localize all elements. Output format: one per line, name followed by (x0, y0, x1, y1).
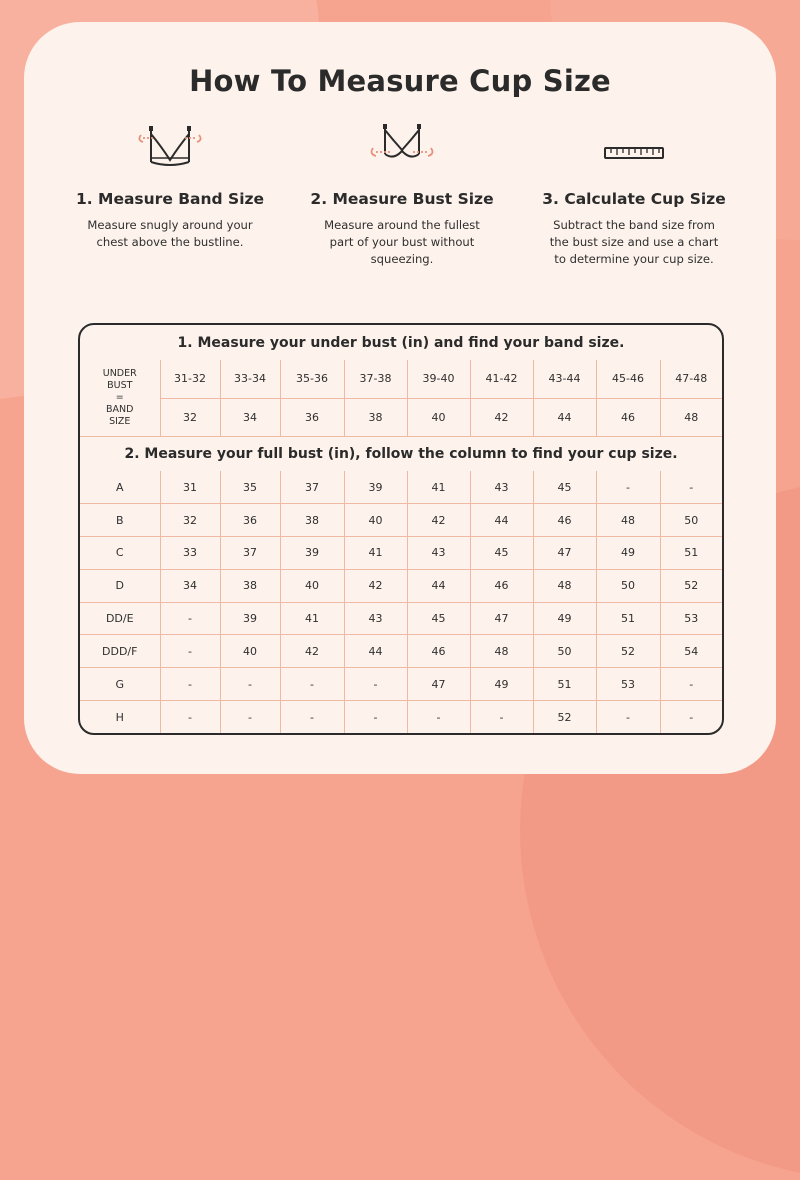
bust-size-cell: 49 (533, 602, 596, 635)
bust-size-cell: - (220, 668, 280, 701)
cup-label-cell: DDD/F (80, 635, 160, 668)
ruler-icon (524, 122, 744, 178)
bust-size-cell: 37 (280, 471, 344, 504)
bust-size-cell: 44 (470, 504, 533, 537)
step-description: Measure around the fullest part of your bust without squeezing. (324, 218, 480, 266)
table-row (80, 471, 722, 504)
bust-size-cell: 50 (660, 504, 722, 537)
cup-label-cell: D (80, 569, 160, 602)
bust-size-cell: 41 (280, 602, 344, 635)
bust-size-cell: 48 (533, 569, 596, 602)
bust-size-cell: - (344, 701, 407, 734)
bust-size-cell: - (280, 668, 344, 701)
under-bust-cell: 31-32 (160, 360, 220, 398)
bust-size-cell: - (407, 701, 470, 734)
bust-size-cell: 47 (533, 537, 596, 570)
bust-size-cell: - (660, 668, 722, 701)
table-row (80, 537, 722, 570)
bust-size-cell: 47 (470, 602, 533, 635)
bust-size-cell: 38 (280, 504, 344, 537)
band-size-cell: 40 (407, 398, 470, 436)
bust-size-cell: 36 (220, 504, 280, 537)
bust-size-cell: - (160, 701, 220, 734)
bust-size-cell: 45 (407, 602, 470, 635)
band-size-cell: 44 (533, 398, 596, 436)
band-size-table (80, 360, 722, 437)
bust-size-cell: - (280, 701, 344, 734)
bust-size-cell: 49 (470, 668, 533, 701)
under-bust-cell: 45-46 (596, 360, 660, 398)
step-title: 1. Measure Band Size (75, 190, 265, 208)
bust-size-cell: - (596, 701, 660, 734)
page-title: How To Measure Cup Size (189, 64, 611, 98)
step-measure-bust (292, 122, 512, 268)
step-calculate-cup (524, 122, 744, 268)
bust-size-cell: 42 (407, 504, 470, 537)
band-size-cell: 32 (160, 398, 220, 436)
band-size-row (80, 398, 722, 436)
bust-size-cell: 53 (660, 602, 722, 635)
bust-size-cell: - (344, 668, 407, 701)
bust-size-cell: 42 (280, 635, 344, 668)
bust-size-cell: 35 (220, 471, 280, 504)
bust-size-cell: 43 (407, 537, 470, 570)
under-bust-cell: 47-48 (660, 360, 722, 398)
table-row (80, 701, 722, 734)
step-title: 2. Measure Bust Size (310, 190, 494, 208)
bust-size-cell: 46 (533, 504, 596, 537)
under-bust-cell: 35-36 (280, 360, 344, 398)
bust-size-cell: 48 (470, 635, 533, 668)
bust-size-cell: 52 (660, 569, 722, 602)
bust-size-cell: 39 (344, 471, 407, 504)
step-title: 3. Calculate Cup Size (542, 190, 726, 208)
table-row (80, 569, 722, 602)
bust-size-cell: 40 (344, 504, 407, 537)
cup-label-cell: G (80, 668, 160, 701)
band-section-title: 1. Measure your under bust (in) and find your band size. (177, 335, 625, 351)
bust-size-cell: 45 (470, 537, 533, 570)
table-row (80, 635, 722, 668)
cup-label-cell: C (80, 537, 160, 570)
step-description: Subtract the band size from the bust size and use a chart to determine your cup size. (549, 218, 719, 266)
bust-size-cell: 40 (220, 635, 280, 668)
bra-band-measure-icon (60, 122, 280, 178)
bust-size-cell: 52 (596, 635, 660, 668)
under-bust-row (80, 360, 722, 398)
bust-size-cell: 54 (660, 635, 722, 668)
bust-size-cell: 45 (533, 471, 596, 504)
cup-label-cell: A (80, 471, 160, 504)
size-chart-table (78, 323, 724, 735)
bust-size-cell: 42 (344, 569, 407, 602)
bust-size-cell: 48 (596, 504, 660, 537)
under-bust-band-label: UNDER BUST = BAND SIZE (80, 360, 160, 436)
bust-size-cell: 46 (407, 635, 470, 668)
bust-size-cell: 51 (533, 668, 596, 701)
under-bust-cell: 39-40 (407, 360, 470, 398)
bust-size-cell: 32 (160, 504, 220, 537)
bust-size-cell: - (660, 701, 722, 734)
bust-size-cell: - (220, 701, 280, 734)
bust-size-cell: 40 (280, 569, 344, 602)
bra-bust-measure-icon (292, 122, 512, 178)
bust-size-cell: 37 (220, 537, 280, 570)
bust-size-cell: 51 (596, 602, 660, 635)
bust-size-cell: 51 (660, 537, 722, 570)
bust-size-cell: 39 (220, 602, 280, 635)
bust-size-cell: 33 (160, 537, 220, 570)
bust-size-cell: - (596, 471, 660, 504)
bust-size-cell: 31 (160, 471, 220, 504)
cup-label-cell: B (80, 504, 160, 537)
band-size-cell: 38 (344, 398, 407, 436)
table-row (80, 668, 722, 701)
table-row (80, 602, 722, 635)
band-size-cell: 48 (660, 398, 722, 436)
bust-size-cell: 43 (470, 471, 533, 504)
bust-size-cell: - (160, 668, 220, 701)
bust-size-cell: - (470, 701, 533, 734)
bust-size-cell: 41 (344, 537, 407, 570)
bust-size-cell: 44 (344, 635, 407, 668)
bust-size-cell: 50 (533, 635, 596, 668)
step-description: Measure snugly around your chest above the bustline. (87, 218, 253, 249)
cup-section-title: 2. Measure your full bust (in), follow the column to find your cup size. (124, 446, 678, 462)
bust-size-cell: 47 (407, 668, 470, 701)
under-bust-cell: 33-34 (220, 360, 280, 398)
bust-size-cell: - (160, 635, 220, 668)
step-measure-band (60, 122, 280, 251)
bust-size-cell: 53 (596, 668, 660, 701)
under-bust-cell: 37-38 (344, 360, 407, 398)
cup-size-table (80, 471, 722, 733)
bust-size-cell: 50 (596, 569, 660, 602)
bust-size-cell: 46 (470, 569, 533, 602)
bust-size-cell: 52 (533, 701, 596, 734)
bust-size-cell: 43 (344, 602, 407, 635)
bust-size-cell: 39 (280, 537, 344, 570)
band-size-cell: 42 (470, 398, 533, 436)
bust-size-cell: 38 (220, 569, 280, 602)
table-row (80, 504, 722, 537)
bust-size-cell: 49 (596, 537, 660, 570)
infographic-card (24, 22, 776, 774)
cup-label-cell: DD/E (80, 602, 160, 635)
cup-label-cell: H (80, 701, 160, 734)
bust-size-cell: 41 (407, 471, 470, 504)
bust-size-cell: - (160, 602, 220, 635)
bust-size-cell: 44 (407, 569, 470, 602)
bust-size-cell: 34 (160, 569, 220, 602)
under-bust-cell: 41-42 (470, 360, 533, 398)
band-size-cell: 46 (596, 398, 660, 436)
band-size-cell: 36 (280, 398, 344, 436)
under-bust-cell: 43-44 (533, 360, 596, 398)
bust-size-cell: - (660, 471, 722, 504)
band-size-cell: 34 (220, 398, 280, 436)
